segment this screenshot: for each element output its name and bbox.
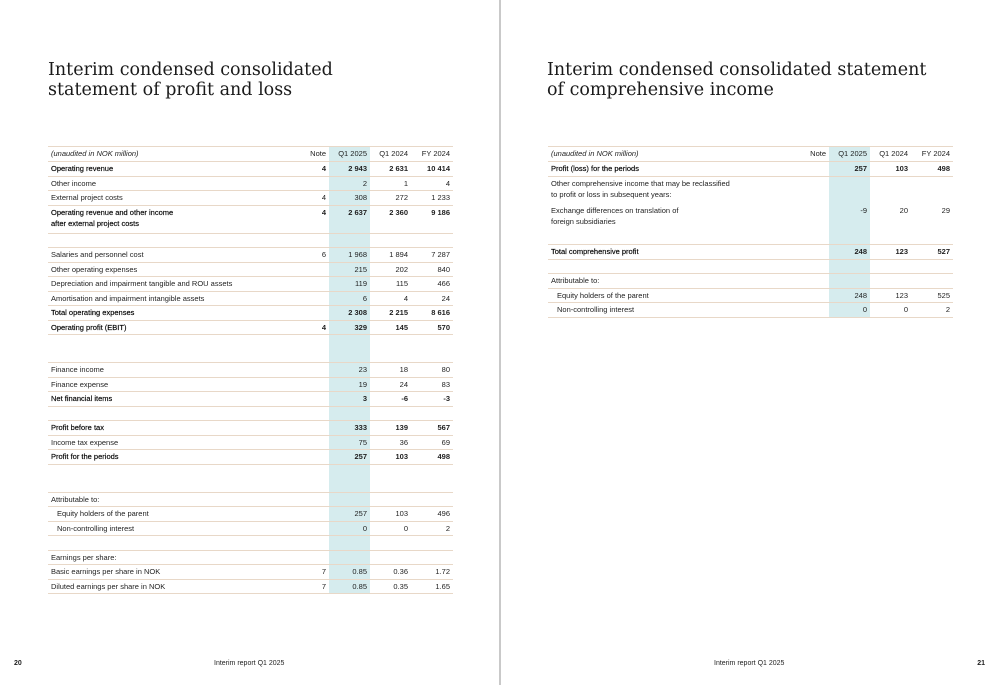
table-row — [48, 191, 453, 206]
row-label: Income tax expense — [48, 435, 290, 450]
profit-loss-table — [48, 146, 453, 594]
row-value-q1-2025: 2 943 — [329, 162, 370, 177]
table-row — [48, 277, 453, 292]
row-note: 4 — [290, 205, 329, 233]
row-value-fy-2024: 80 — [411, 363, 453, 378]
row-note — [290, 291, 329, 306]
row-label-line: to profit or loss in subsequent years: — [551, 189, 672, 199]
section-heading — [548, 176, 789, 204]
row-note — [290, 306, 329, 321]
row-value-q1-2024: 123 — [870, 288, 911, 303]
title-line: statement of profit and loss — [48, 80, 293, 100]
table-row — [548, 204, 953, 231]
row-value-q1-2025: 19 — [329, 377, 370, 392]
table-row — [48, 565, 453, 580]
row-note — [290, 176, 329, 191]
row-value-q1-2025: 119 — [329, 277, 370, 292]
row-value-q1-2025: 0.85 — [329, 565, 370, 580]
row-note — [789, 204, 829, 231]
row-value-fy-2024: 2 — [911, 303, 953, 318]
row-value-q1-2025: 0.85 — [329, 579, 370, 594]
header-note: Note — [290, 147, 329, 162]
row-value-q1-2024: 139 — [370, 421, 411, 436]
row-value-q1-2024: 0.36 — [370, 565, 411, 580]
row-value-q1-2025: 248 — [829, 245, 870, 260]
row-label — [48, 205, 290, 233]
row-label: Finance income — [48, 363, 290, 378]
row-label-line: Operating revenue and other income — [51, 207, 174, 217]
row-value-q1-2024: 2 215 — [370, 306, 411, 321]
right-page — [501, 0, 1000, 685]
row-value-q1-2025: 257 — [329, 450, 370, 465]
row-value-q1-2025: 329 — [329, 320, 370, 335]
spacer-row — [48, 233, 453, 248]
spacer-row — [48, 464, 453, 478]
row-value-q1-2025: 215 — [329, 262, 370, 277]
row-label: Depreciation and impairment tangible and ROU assets — [48, 277, 290, 292]
row-value-q1-2024: 103 — [370, 450, 411, 465]
row-value-q1-2024: 0.35 — [370, 579, 411, 594]
row-value-fy-2024: 1.65 — [411, 579, 453, 594]
header-q1-2025: Q1 2025 — [829, 147, 870, 162]
header-fy-2024: FY 2024 — [411, 147, 453, 162]
row-value-q1-2025: 2 — [329, 176, 370, 191]
row-label-line: after external project costs — [51, 218, 139, 228]
row-label: Total operating expenses — [48, 306, 290, 321]
row-value-fy-2024: 2 — [411, 521, 453, 536]
page-title — [547, 60, 947, 100]
row-value-q1-2024: 4 — [370, 291, 411, 306]
comprehensive-income-table — [548, 146, 953, 318]
row-label: Non-controlling interest — [548, 303, 789, 318]
table-header — [548, 147, 953, 162]
row-value-q1-2024: 103 — [870, 162, 911, 177]
row-note — [290, 277, 329, 292]
footer-report-title: Interim report Q1 2025 — [714, 660, 785, 667]
header-unit-label: (unaudited in NOK million) — [548, 147, 789, 162]
table-row — [48, 435, 453, 450]
row-label: Operating revenue — [48, 162, 290, 177]
section-heading-row — [548, 274, 953, 289]
row-value-q1-2024: 272 — [370, 191, 411, 206]
row-value-fy-2024: 4 — [411, 176, 453, 191]
row-value-fy-2024: 83 — [411, 377, 453, 392]
row-value-q1-2024: 123 — [870, 245, 911, 260]
section-heading: Attributable to: — [48, 492, 290, 507]
table-header — [48, 147, 453, 162]
table-row — [48, 205, 453, 233]
row-value-q1-2024: 0 — [370, 521, 411, 536]
row-note — [290, 507, 329, 522]
row-value-q1-2024: 24 — [370, 377, 411, 392]
header-fy-2024: FY 2024 — [911, 147, 953, 162]
table-row — [48, 320, 453, 335]
spacer-row — [548, 259, 953, 274]
table-row — [48, 176, 453, 191]
row-value-q1-2024: 0 — [870, 303, 911, 318]
row-label: Basic earnings per share in NOK — [48, 565, 290, 580]
header-q1-2024: Q1 2024 — [870, 147, 911, 162]
table-row — [48, 579, 453, 594]
row-value-fy-2024: -3 — [411, 392, 453, 407]
row-value-q1-2025: 333 — [329, 421, 370, 436]
row-value-q1-2025: 257 — [329, 507, 370, 522]
row-label: Net financial items — [48, 392, 290, 407]
table-row — [48, 377, 453, 392]
row-label: Total comprehensive profit — [548, 245, 789, 260]
row-value-fy-2024: 29 — [941, 205, 950, 215]
title-line: of comprehensive income — [547, 80, 774, 100]
spacer-row — [48, 536, 453, 551]
table-row — [548, 162, 953, 177]
row-label: Amortisation and impairment intangible assets — [48, 291, 290, 306]
table-row — [48, 421, 453, 436]
row-value-q1-2025: 6 — [329, 291, 370, 306]
row-note: 4 — [290, 162, 329, 177]
row-note — [789, 303, 829, 318]
row-value-fy-2024: 525 — [911, 288, 953, 303]
row-note: 4 — [290, 320, 329, 335]
row-value-fy-2024: 1.72 — [411, 565, 453, 580]
table-row — [48, 162, 453, 177]
row-value-q1-2025: 308 — [329, 191, 370, 206]
row-label: Salaries and personnel cost — [48, 248, 290, 263]
row-value-fy-2024: 69 — [411, 435, 453, 450]
table-row — [548, 303, 953, 318]
row-note — [789, 245, 829, 260]
row-label: Operating profit (EBIT) — [48, 320, 290, 335]
row-value-q1-2024: 20 — [899, 205, 908, 215]
row-label: Other income — [48, 176, 290, 191]
row-label — [548, 204, 789, 231]
row-value-q1-2025: 3 — [329, 392, 370, 407]
section-heading-row — [48, 492, 453, 507]
row-value-q1-2024: 103 — [370, 507, 411, 522]
row-value-q1-2025: -9 — [829, 204, 870, 231]
row-note — [290, 392, 329, 407]
row-value-fy-2024: 496 — [411, 507, 453, 522]
row-label: Non-controlling interest — [48, 521, 290, 536]
table-row — [48, 507, 453, 522]
row-value-q1-2025: 2 637 — [329, 205, 370, 233]
row-label: Other operating expenses — [48, 262, 290, 277]
page-number: 21 — [977, 660, 985, 667]
section-heading: Earnings per share: — [48, 550, 290, 565]
row-note: 6 — [290, 248, 329, 263]
header-q1-2025: Q1 2025 — [329, 147, 370, 162]
row-value-q1-2025: 75 — [329, 435, 370, 450]
row-note: 7 — [290, 579, 329, 594]
table-row — [548, 245, 953, 260]
row-value-q1-2025: 23 — [329, 363, 370, 378]
row-value-fy-2024: 24 — [411, 291, 453, 306]
row-value-fy-2024: 498 — [911, 162, 953, 177]
table-row — [48, 306, 453, 321]
section-heading-row — [548, 176, 953, 204]
table-row — [48, 262, 453, 277]
row-value-fy-2024: 7 287 — [411, 248, 453, 263]
row-note — [789, 162, 829, 177]
row-value-q1-2025: 2 308 — [329, 306, 370, 321]
row-value-fy-2024: 8 616 — [411, 306, 453, 321]
row-note — [290, 450, 329, 465]
row-note — [789, 288, 829, 303]
row-value-q1-2024: 202 — [370, 262, 411, 277]
row-value-q1-2024: 2 631 — [370, 162, 411, 177]
section-heading-row — [48, 550, 453, 565]
row-value-q1-2025: 257 — [829, 162, 870, 177]
row-label: External project costs — [48, 191, 290, 206]
row-label: Equity holders of the parent — [48, 507, 290, 522]
row-note — [290, 435, 329, 450]
row-value-fy-2024: 466 — [411, 277, 453, 292]
header-note: Note — [789, 147, 829, 162]
row-note — [290, 521, 329, 536]
row-value-fy-2024: 570 — [411, 320, 453, 335]
row-value-q1-2025: 1 968 — [329, 248, 370, 263]
header-q1-2024: Q1 2024 — [370, 147, 411, 162]
row-value-q1-2024: 18 — [370, 363, 411, 378]
row-label: Diluted earnings per share in NOK — [48, 579, 290, 594]
row-note — [290, 262, 329, 277]
row-value-fy-2024: 9 186 — [411, 205, 453, 233]
row-value-fy-2024: 567 — [411, 421, 453, 436]
row-value-q1-2025: 0 — [329, 521, 370, 536]
spacer-row — [548, 231, 953, 245]
table-row — [48, 291, 453, 306]
table-row — [48, 521, 453, 536]
row-value-q1-2024: -6 — [370, 392, 411, 407]
table-row — [48, 450, 453, 465]
row-label: Finance expense — [48, 377, 290, 392]
spacer-row — [48, 335, 453, 349]
row-label: Equity holders of the parent — [548, 288, 789, 303]
row-value-fy-2024: 1 233 — [411, 191, 453, 206]
header-unit-label: (unaudited in NOK million) — [48, 147, 290, 162]
row-label-line: foreign subsidiaries — [551, 216, 616, 226]
table-row — [48, 248, 453, 263]
row-value-q1-2024: 2 360 — [370, 205, 411, 233]
row-label-line: Exchange differences on translation of — [551, 205, 679, 215]
row-note — [290, 421, 329, 436]
page-title — [48, 60, 448, 100]
spacer-row — [48, 349, 453, 363]
title-line: Interim condensed consolidated — [48, 60, 333, 80]
footer-report-title: Interim report Q1 2025 — [214, 660, 285, 667]
table-row — [548, 288, 953, 303]
row-label: Profit (loss) for the periods — [548, 162, 789, 177]
section-heading: Attributable to: — [548, 274, 789, 289]
row-note — [290, 377, 329, 392]
row-label-line: Other comprehensive income that may be reclassified — [551, 178, 730, 188]
row-value-q1-2024: 145 — [370, 320, 411, 335]
row-note: 7 — [290, 565, 329, 580]
row-value-fy-2024: 527 — [911, 245, 953, 260]
row-value-fy-2024: 498 — [411, 450, 453, 465]
row-value-q1-2025: 0 — [829, 303, 870, 318]
row-label: Profit for the periods — [48, 450, 290, 465]
row-value-fy-2024: 840 — [411, 262, 453, 277]
row-value-q1-2024: 1 894 — [370, 248, 411, 263]
table-row — [48, 363, 453, 378]
row-note — [290, 363, 329, 378]
row-note: 4 — [290, 191, 329, 206]
page-number: 20 — [14, 660, 22, 667]
title-line: Interim condensed consolidated statement — [547, 60, 927, 80]
row-value-q1-2024: 1 — [370, 176, 411, 191]
row-label: Profit before tax — [48, 421, 290, 436]
spacer-row — [48, 406, 453, 421]
spacer-row — [48, 478, 453, 492]
row-value-q1-2024: 115 — [370, 277, 411, 292]
row-value-q1-2024: 36 — [370, 435, 411, 450]
row-value-fy-2024: 10 414 — [411, 162, 453, 177]
row-value-q1-2025: 248 — [829, 288, 870, 303]
table-row — [48, 392, 453, 407]
